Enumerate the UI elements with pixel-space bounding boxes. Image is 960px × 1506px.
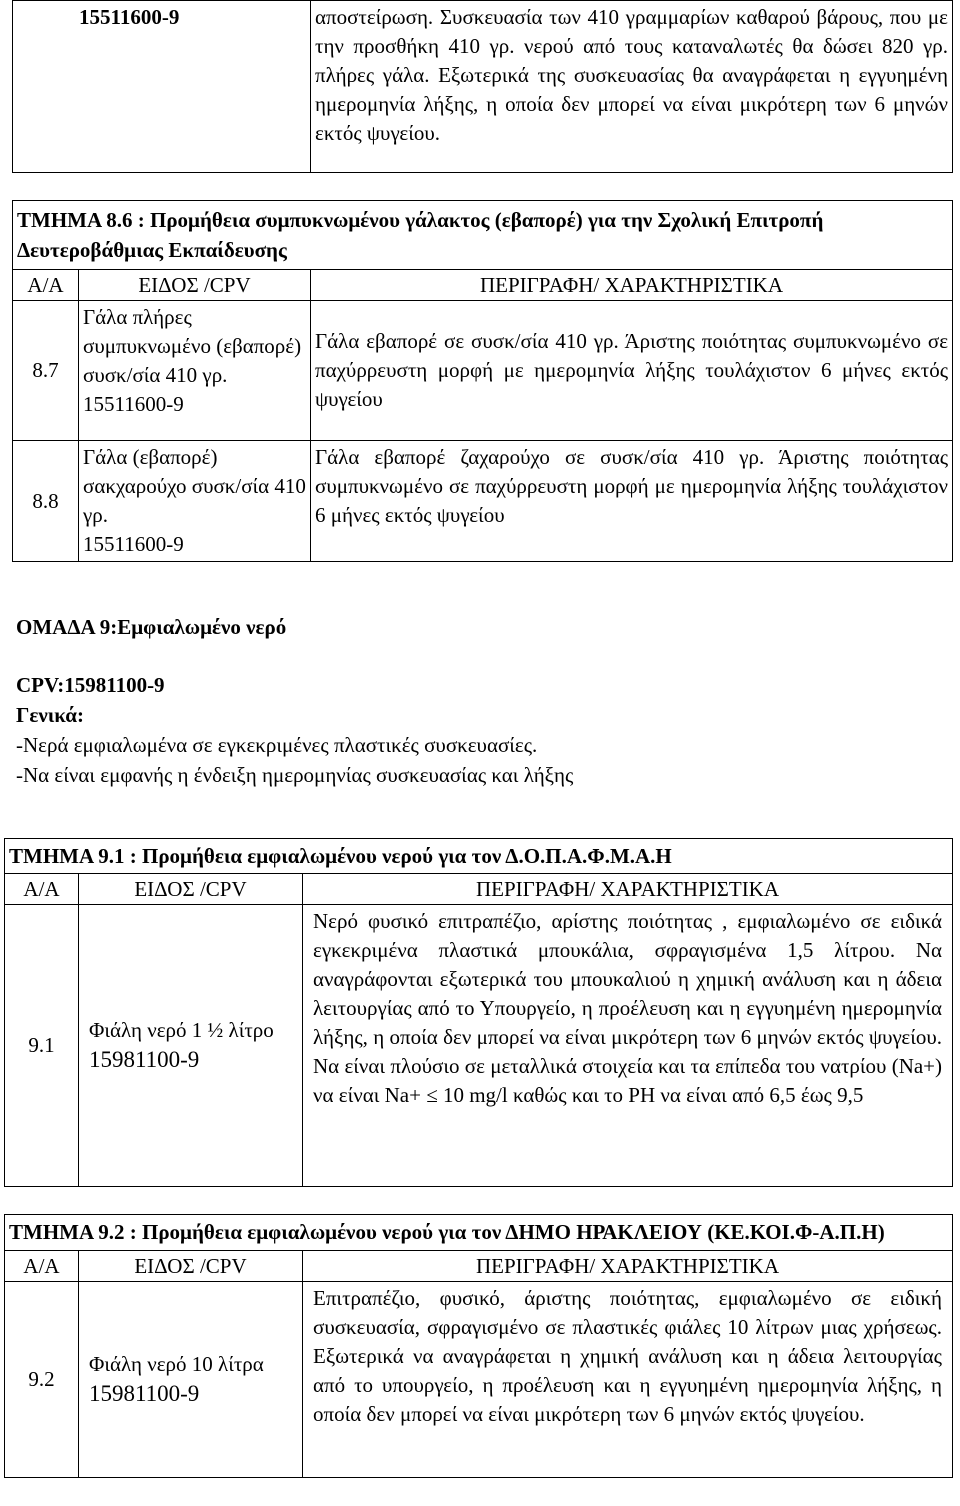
group-9-title: ΟΜΑΔΑ 9:Εμφιαλωμένο νερό <box>16 615 287 639</box>
row-desc: Επιτραπέζιο, φυσικό, άριστης ποιότητας, εμφιαλωμένο σε ειδική συσκευασία, σφραγισμένο σε πλαστικές φιάλες 10 λίτρων μιας χρήσεως. Εξωτερικά να αναγράφεται η χημική ανάλυση και η άδεια λειτουργίας από το υπουργείο, η προέλευση και η εγγυημένη ημερομηνία λήξης, η οποία δεν μπορεί να είναι μικρότερη των 6 μηνών εκτός ψυγείου. <box>303 1282 953 1478</box>
table-row <box>13 441 953 562</box>
section-9-1-title: ΤΜΗΜΑ 9.1 : Προμήθεια εμφιαλωμένου νερού για τον Δ.Ο.Π.Α.Φ.Μ.Α.Η <box>5 839 953 874</box>
header-desc: ΠΕΡΙΓΡΑΦΗ/ ΧΑΡΑΚΤΗΡΙΣΤΙΚΑ <box>311 270 953 301</box>
table-row <box>5 905 953 1187</box>
row-type <box>79 905 303 1187</box>
group-9-line-1: -Νερά εμφιαλωμένα σε εγκεκριμένες πλαστικές συσκευασίες. <box>16 733 538 757</box>
row-type-text: Φιάλη νερό 10 λίτρα <box>89 1352 264 1376</box>
row-type <box>79 301 311 441</box>
row-type-text: Φιάλη νερό 1 ½ λίτρο <box>89 1018 274 1042</box>
row-aa: 9.1 <box>5 905 79 1187</box>
header-type: ΕΙΔΟΣ /CPV <box>79 874 303 905</box>
header-aa: Α/Α <box>5 874 79 905</box>
section-8-6-table <box>12 200 953 562</box>
row-type-text: Γάλα (εβαπορέ) σακχαρούχο συσκ/σία 410 γρ. <box>83 445 306 527</box>
group-9-block <box>16 612 946 790</box>
row-cpv: 15981100-9 <box>89 1381 200 1406</box>
continuation-text: αποστείρωση. Συσκευασία των 410 γραμμαρίων καθαρού βάρους, που με την προσθήκη 410 γρ. νερού από τους καταναλωτές θα δώσει 820 γρ. πλήρες γάλα. Εξωτερικά της συσκευασίας θα αναγράφεται η εγγυημένη ημερομηνία λήξης, η οποία δεν μπορεί να είναι μικρότερη των 6 μηνών εκτός ψυγείου. <box>311 1 953 173</box>
header-desc: ΠΕΡΙΓΡΑΦΗ/ ΧΑΡΑΚΤΗΡΙΣΤΙΚΑ <box>303 1251 953 1282</box>
row-desc: Γάλα εβαπορέ σε συσκ/σία 410 γρ. Άριστης ποιότητας συμπυκνωμένο σε παχύρρευστη μορφή με ημερομηνία λήξης τουλάχιστον 6 μήνες εκτός ψυγείου <box>311 301 953 441</box>
row-aa: 8.8 <box>13 441 79 562</box>
header-aa: Α/Α <box>13 270 79 301</box>
section-9-2-title: ΤΜΗΜΑ 9.2 : Προμήθεια εμφιαλωμένου νερού για τον ΔΗΜΟ ΗΡΑΚΛΕΙΟΥ (ΚΕ.ΚΟΙ.Φ-Α.Π.Η) <box>5 1215 953 1251</box>
row-type <box>79 441 311 562</box>
row-aa: 9.2 <box>5 1282 79 1478</box>
row-type <box>79 1282 303 1478</box>
table-row <box>5 1282 953 1478</box>
row-type-text: Γάλα πλήρες συμπυκνωμένο (εβαπορέ) συσκ/σία 410 γρ. <box>83 305 302 387</box>
row-cpv: 15511600-9 <box>83 392 184 416</box>
section-9-2-table <box>4 1214 953 1478</box>
header-desc: ΠΕΡΙΓΡΑΦΗ/ ΧΑΡΑΚΤΗΡΙΣΤΙΚΑ <box>303 874 953 905</box>
header-aa: Α/Α <box>5 1251 79 1282</box>
section-9-1-table <box>4 838 953 1187</box>
table-row <box>13 301 953 441</box>
group-9-line-2: -Να είναι εμφανής η ένδειξη ημερομηνίας συσκευασίας και λήξης <box>16 763 574 787</box>
row-aa: 8.7 <box>13 301 79 441</box>
header-type: ΕΙΔΟΣ /CPV <box>79 1251 303 1282</box>
continuation-table <box>12 0 953 173</box>
section-8-6-title: ΤΜΗΜΑ 8.6 : Προμήθεια συμπυκνωμένου γάλακτος (εβαπορέ) για την Σχολική Επιτροπή Δευτεροβάθμιας Εκπαίδευσης <box>13 201 953 270</box>
header-type: ΕΙΔΟΣ /CPV <box>79 270 311 301</box>
continuation-code: 15511600-9 <box>13 1 311 173</box>
row-desc: Γάλα εβαπορέ ζαχαρούχο σε συσκ/σία 410 γρ. Άριστης ποιότητας συμπυκνωμένο σε παχύρρευστη μορφή με ημερομηνία λήξης τουλάχιστον 6 μήνες εκτός ψυγείου <box>311 441 953 562</box>
row-cpv: 15981100-9 <box>89 1047 200 1072</box>
row-desc: Νερό φυσικό επιτραπέζιο, αρίστης ποιότητας , εμφιαλωμένο σε ειδικά εγκεκριμένα πλαστικά μπουκάλια, σφραγισμένα 1,5 λίτρου. Να αναγράφονται εξωτερικά του μπουκαλιού η χημική ανάλυση και η άδεια λειτουργίας από το Υπουργείο, η προέλευση και η εγγυημένη ημερομηνία λήξης, η οποία δεν μπορεί να είναι μικρότερη των 6 μηνών εκτός ψυγείου. Να είναι πλούσιο σε μεταλλικά στοιχεία και τα επίπεδα του νατρίου (Na+) να είναι Na+ ≤ 10 mg/l καθώς και το PH να είναι από 6,5 έως 9,5 <box>303 905 953 1187</box>
group-9-cpv: CPV:15981100-9 <box>16 673 165 697</box>
group-9-general-label: Γενικά: <box>16 703 84 727</box>
row-cpv: 15511600-9 <box>83 532 184 556</box>
